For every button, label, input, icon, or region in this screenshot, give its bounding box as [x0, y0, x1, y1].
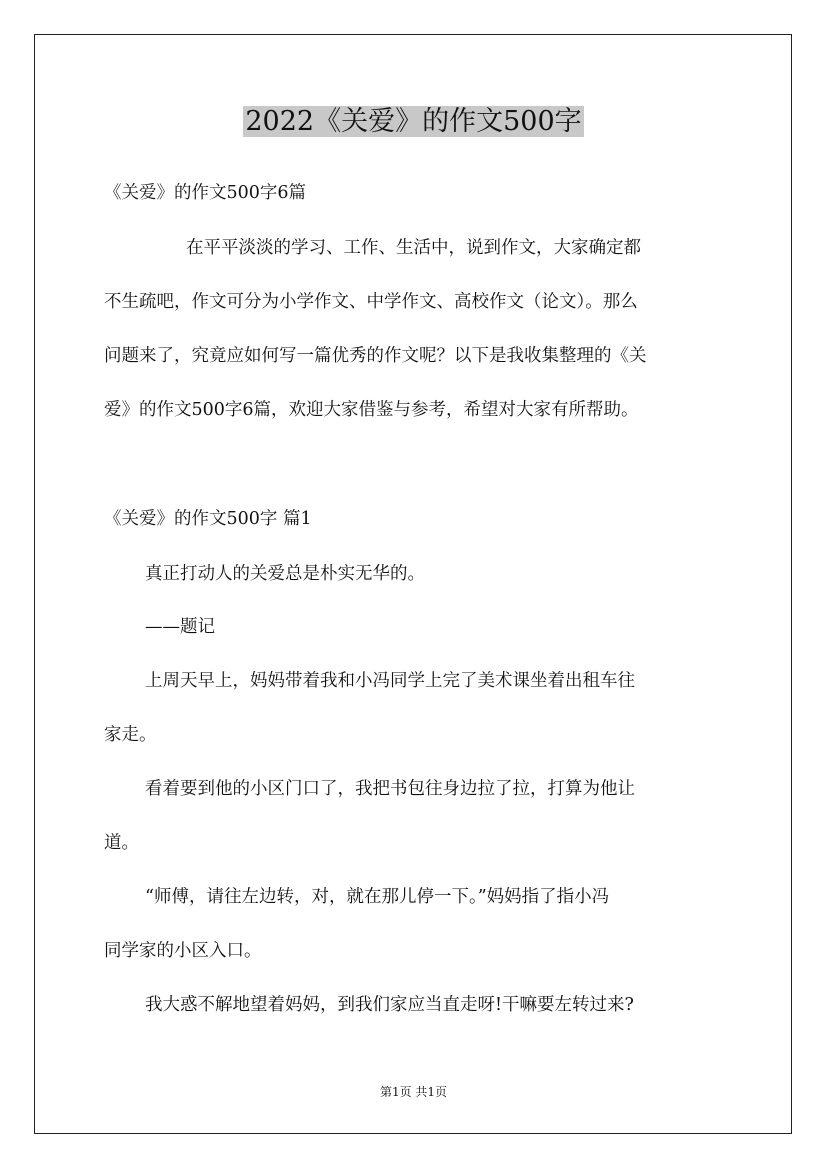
body-line: ——题记 — [145, 617, 215, 637]
intro-line: 问题来了，究竟应如何写一篇优秀的作文呢？以下是我收集整理的《关 — [104, 346, 647, 366]
body-line: 家走。 — [104, 725, 157, 745]
body-line: 道。 — [104, 833, 139, 853]
body-line: 真正打动人的关爱总是朴实无华的。 — [145, 564, 425, 584]
page-footer: 第1页 共1页 — [379, 1085, 448, 1099]
document-title-text: 2022《关爱》的作文500字 — [245, 106, 582, 137]
body-line: 看着要到他的小区门口了，我把书包往身边拉了拉，打算为他让 — [145, 779, 635, 799]
intro-line: 爱》的作文500字6篇，欢迎大家借鉴与参考，希望对大家有所帮助。 — [104, 400, 639, 420]
intro-line: 在平平淡淡的学习、工作、生活中，说到作文，大家确定都 — [186, 238, 641, 258]
section-heading: 《关爱》的作文500字 篇1 — [104, 509, 312, 529]
body-line: 同学家的小区入口。 — [104, 941, 262, 961]
intro-line: 不生疏吧，作文可分为小学作文、中学作文、高校作文（论文）。那么 — [104, 292, 638, 312]
body-line: “师傅，请往左边转，对，就在那儿停一下。”妈妈指了指小冯 — [145, 887, 610, 907]
document-title — [0, 102, 827, 142]
body-line: 我大惑不解地望着妈妈，到我们家应当直走呀!干嘛要左转过来? — [145, 995, 634, 1015]
document-subtitle: 《关爱》的作文500字6篇 — [104, 183, 307, 203]
body-line: 上周天早上，妈妈带着我和小冯同学上完了美术课坐着出租车往 — [145, 671, 635, 691]
